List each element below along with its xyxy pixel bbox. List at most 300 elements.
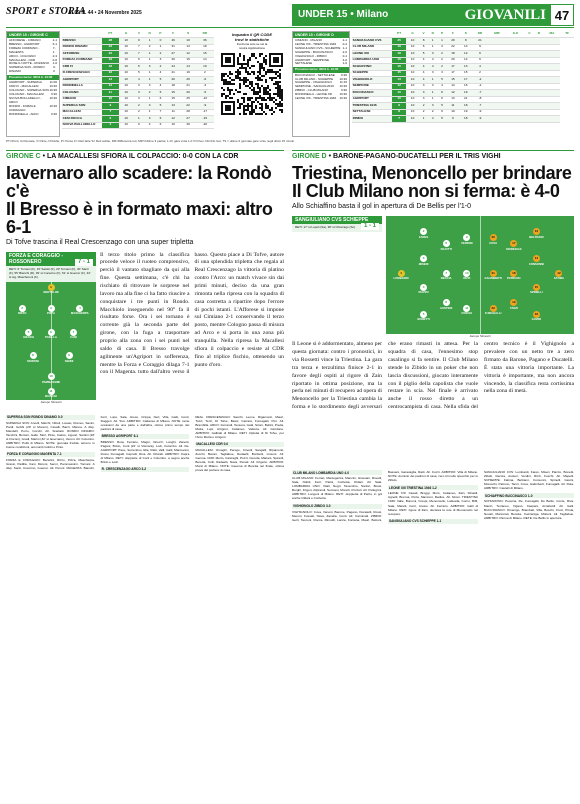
- standings-cell: 15: [392, 70, 406, 77]
- standings-cell: 17: [459, 77, 472, 84]
- left-article-body: Il terzo titolo primo la classifica procede veloce il ruoteo comprensivo, perciò il vantato sbagliare da qui alla fine. Questa settimana, c'è chi ha rischiato di ritrovare le sorprese nel lavoro ma alla fine ci ha fatto riuscire a conquistare i tre punti in Rondo. Macchiolo inseguendo nel 90° fa il risultato forse. Ora i sei tornano è corrente già la seconda parte del girone, con la fuga a trasportare proprio alla zona con i sei punti nel saldo di casa. Il Bresso travolge agilmente un'Agriport in sofferenza, mentre la Forza e Coraggio dilaga 7-1 con il Magenta. tutto dall'altro verso il basso. Questo piace a Di Tofve, autore di una splendida tripletta che regala al Real Crescenzago la vittoria di platino contro l'Arco: un match vivace sin dai primi minuti, deciso da una gran rimonta nella ripresa con la squadra di casa costretta a ripartire dopo l'errore di pochi istanti. L'Afforese si impone sul Cimiano 2-1 conservando il terzo posto, mentre Cologno passa di misura ad Arco e si porta in una zona più tranquilla. Nella ripresa la Macallesi sfiora il colpaccio e resiste al CDR fino al triplice fischio, ottenendo un punto d'oro.: [100, 251, 284, 376]
- standings-header-cell: G: [119, 31, 134, 38]
- standings-cell: 16: [392, 64, 406, 71]
- player-marker: [474, 234, 512, 245]
- standings-cell: 19: [459, 90, 472, 97]
- fixture-row-teams: COLOGNO - SUPERGA SON: [9, 88, 49, 93]
- standings-cell: 10: [119, 51, 134, 58]
- standings-cell: 2: [134, 109, 145, 116]
- standings-cell: 6: [438, 109, 447, 116]
- standings-cell: 5: [419, 51, 428, 58]
- standings-cell: 18: [392, 51, 406, 58]
- standings-cell: 2: [144, 44, 155, 51]
- standings-cell: 9: [472, 44, 488, 51]
- standings-team: AGRIPORT: [352, 96, 392, 103]
- fixture-row-score: 10:30: [49, 88, 57, 93]
- right-results-title: UNDER 15 • GIRONE D: [293, 32, 349, 38]
- standings-cell: 15: [166, 96, 181, 103]
- left-results-list: [7, 38, 59, 75]
- fixture-row-teams: RONDO - FORZA E CORAGGIO: [9, 103, 36, 112]
- match-report-text: SANGIULIANO CVS: Lombardi, Fares, Miseri, Piazzo, Bonetti, Ziliotti, Reccia, Austeri, Verdini, Rizzi, Foschi. All. Mapelli. SCHIEPPE: Fatima, Beltrami, Consonni, Spinelli, Gavini, Moreschi, Patruno, Tanzi, Cova, Galimberti, Fumagalli. All. Rota. ARBITRO: Castelli di Milano.: [484, 470, 574, 491]
- standings-team: SANGIULIANO CVS: [352, 38, 392, 45]
- right-next-list: [293, 73, 349, 102]
- standings-cell: 3: [419, 83, 428, 90]
- standings-cell: 11: [447, 103, 460, 110]
- result-row: [9, 66, 57, 74]
- fixture-row-score: 10:30: [49, 103, 57, 108]
- fixture-row-score: 10:30: [339, 76, 347, 81]
- standings-cell: 3: [438, 70, 447, 77]
- standings-cell: 20: [181, 90, 196, 97]
- standings-header-cell: P: [438, 31, 447, 38]
- fixture-row-score: 10:30: [49, 96, 57, 100]
- standings-team: ZIBIDO: [352, 116, 392, 123]
- player-marker: [55, 329, 93, 340]
- player-shirt-icon: 22: [491, 305, 495, 310]
- standings-team: SEMPIONE: [352, 83, 392, 90]
- standings-cell: -7: [472, 90, 488, 97]
- standings-cell: 15: [459, 70, 472, 77]
- player-shirt-icon: 10: [49, 374, 53, 379]
- fixture-row-teams: COLOGNO - MACALLESI: [9, 92, 44, 97]
- match-report-title: SUPERGA SON RONDO DINAMO 0-0: [6, 415, 95, 420]
- player-name: CANI: [70, 335, 77, 340]
- player-name: LOMBARDI: [393, 276, 409, 280]
- right-match-info: RETI: 17' st Lupoli (Sa), 38' st Chiorrago (Sc).: [292, 224, 382, 232]
- standings-cell: 10: [119, 109, 134, 116]
- standings-cell: 10: [119, 38, 134, 45]
- standings-cell: 1: [144, 77, 155, 84]
- standings-cell: -5: [196, 90, 214, 97]
- standings-cell: 16: [102, 70, 119, 77]
- standings-team: FOREZA CORMANO: [62, 57, 102, 64]
- player-name: MASCHERPA: [70, 311, 89, 316]
- standings-cell: 1: [134, 116, 145, 123]
- standings-cell: -2: [472, 83, 488, 90]
- standings-team: BRESSO: [62, 38, 102, 45]
- standings-cell: 6: [155, 96, 166, 103]
- standings-cell: 4: [102, 122, 119, 129]
- fixture-row-teams: SCHIEPPE - VIGHIGNOLO: [295, 80, 332, 85]
- result-row-teams: SANGIULIANO CVS - SCHIEPPE: [295, 45, 341, 50]
- right-article-body: Il Leone si è addormentato, almeno per questa giornata: contro i pronostici, in via Rossetti vince la Triestina. La gara tra terza e terzultima finisce 2-1 in favore degli ospiti al rigore di Zain riportato in ottima posizione, ma la perla nei minuti di recupero ad opera di Menoncello per la Triestina cambia la forma e lo stordimento degli avversari che erano rimasti in attesa. Per la squadra di casa, l'ennesimo stop casalingo si fa sentire. Il Club Milano stende lo Zibido in un poker che non lascia discussioni, giocato interamente con il piglio della capolista che vuole restare in scia. Nel finale è arrivato anche il rosso diretto a un centrocampista di casa. Nella sfida del centro tecnico è il Vighignolo a prevalere con un netto tre a zero firmato da Barone, Pagano e Ducatelli. È stata una vittoria importante. La vittoria è importante, ma non ancora vincendo, la classifica resta cortissima nella zona di metà.: [292, 341, 574, 411]
- standings-cell: -2: [472, 77, 488, 84]
- standings-cell: 1: [144, 109, 155, 116]
- standings-cell: 10: [119, 96, 134, 103]
- standings-cell: 6: [438, 96, 447, 103]
- standings-cell: 10: [119, 103, 134, 110]
- standings-cell: 29: [166, 57, 181, 64]
- result-row-teams: SUPERGA SON - RONDO DINAMO: [9, 65, 45, 74]
- player-name: PIZZA: [46, 311, 56, 316]
- right-headline-1: Triestina, Menoncello per brindare: [292, 162, 572, 183]
- right-next-title: Prossimo turno: 30/11 h. 10:00: [293, 67, 349, 72]
- result-row-score: 0-6: [52, 57, 57, 62]
- standings-cell: 10: [406, 90, 419, 97]
- standings-cell: 10: [181, 38, 196, 45]
- standings-cell: 10: [119, 44, 134, 51]
- player-shirt-icon: 6: [443, 240, 450, 247]
- standings-cell: 17: [447, 70, 460, 77]
- result-row-score: 0-2: [342, 41, 347, 46]
- standings-cell: 10: [406, 83, 419, 90]
- player-name: TANZI: [509, 305, 518, 310]
- match-report-title: R. CRESCENZAGO ARCO 3-2: [101, 467, 190, 472]
- standings-team: RONDO DINAMO: [62, 44, 102, 51]
- standings-cell: 13: [459, 64, 472, 71]
- masthead-divider: [6, 27, 574, 28]
- player-marker: [405, 284, 443, 295]
- standings-cell: 1: [438, 38, 447, 45]
- standings-cell: 12: [447, 90, 460, 97]
- standings-cell: 2: [419, 109, 428, 116]
- standings-cell: 22: [102, 51, 119, 58]
- qr-title: Inquadra il QR CODE: [231, 32, 272, 37]
- standings-cell: 10: [119, 90, 134, 97]
- left-article: [6, 150, 284, 800]
- fixture-row-teams: CLUB MILANO - SCHIEPPE: [295, 76, 334, 81]
- standings-cell: 6: [438, 90, 447, 97]
- right-match-card: [292, 216, 382, 334]
- standings-cell: 15: [166, 90, 181, 97]
- standings-header-cell: N: [428, 31, 437, 38]
- dateline: A. 69 N. 44 • 24 Novembre 2025: [68, 10, 142, 16]
- standings-cell: 4: [428, 57, 437, 64]
- player-name: GAVINI: [531, 317, 542, 322]
- player-name: PAMMASSIMI: [42, 379, 60, 384]
- standings-team: R.CRESCENZAGO: [62, 70, 102, 77]
- left-match-card: [6, 252, 96, 410]
- left-next-title: Prossimo turno: 30/11 h. 10:00: [7, 75, 59, 80]
- standings-cell: 2: [438, 57, 447, 64]
- standings-cell: 6: [472, 57, 488, 64]
- player-name: PIAZZO: [418, 290, 429, 295]
- standings-cell: 19: [181, 70, 196, 77]
- player-shirt-icon: 2: [19, 305, 26, 312]
- left-headline-1: Iavernaro allo scadere: la Rondò c'è: [6, 162, 272, 201]
- standings-cell: 18: [447, 51, 460, 58]
- standings-header-cell: MA: [544, 31, 561, 38]
- standings-cell: 12: [181, 51, 196, 58]
- standings-cell: 5: [438, 103, 447, 110]
- player-marker: [517, 284, 555, 295]
- standings-cell: 10: [392, 90, 406, 97]
- left-next-list: [7, 80, 59, 117]
- standings-cell: 1: [428, 44, 437, 51]
- player-shirt-icon: 20: [491, 235, 495, 240]
- standings-cell: 1: [144, 38, 155, 45]
- right-results-list: [293, 38, 349, 67]
- standings-header-cell: PT: [102, 31, 119, 38]
- section-title: GIOVANILI: [464, 7, 546, 23]
- standings-cell: 12: [392, 83, 406, 90]
- right-headline-2: Il Club Milano non si ferma: è 4-0: [292, 180, 560, 201]
- standings-cell: 3: [144, 64, 155, 71]
- result-row-teams: ROSE IL NOTTE - ROZZANO: [9, 61, 50, 66]
- standings-header-cell: MIP: [488, 31, 507, 38]
- player-shirt-icon: 3: [420, 255, 427, 262]
- right-standings: [352, 31, 574, 123]
- result-row-teams: CIMIANO - MILANO: [295, 38, 323, 43]
- standings-header-cell: F: [166, 31, 181, 38]
- standings-cell: 10: [119, 122, 134, 129]
- match-report-text: MACALLESI: Ornaghi, Perego, Crivelli, Sangalli, Ripamonti, Zucchi, Baroni, Tagliabue, Redaelli, Bonfanti, Lissoni. All. Gerosa. CDR: Merlo, Casiraghi, Pozzi, Cereda, Mariani, Spinelli, Beretta, Colli, Radaelli, Nava, Penati. All. Frigerio. ARBITRO: Monti di Milano. NOTE: traversa di Beretta nel finale, ottima prova del portiere di casa.: [195, 447, 284, 472]
- player-marker: [32, 373, 70, 384]
- standings-cell: 19: [459, 109, 472, 116]
- player-shirt-icon: 3: [48, 305, 55, 312]
- player-marker: [405, 311, 443, 322]
- standings-cell: 2: [155, 64, 166, 71]
- fixture-row: [295, 97, 347, 101]
- standings-cell: 10: [406, 44, 419, 51]
- player-shirt-icon: 4: [420, 284, 427, 291]
- standings-cell: 13: [459, 44, 472, 51]
- match-report-text: BRESSO: Rota, Ferrario, Magni, Ghezzi, Longhi, Zanetti, Pagani, Brivio, Corti (22' st Vismara), Lodi, Colombo. All. Re. AGRIPORT: Pace, Sorrentino, Elia, Ratti, Valli, Galli, Mantovani, Dossi, Fumagalli, Caprotti, Riva. All. Orlandi. ARBITRO: Capra di Milano. RETI: doppiette di Corti e Colombo, a segno anche Brivio e Lodi.: [100, 439, 190, 464]
- right-results-box: [292, 31, 350, 137]
- standings-cell: 3: [134, 90, 145, 97]
- standings-header-cell: F: [447, 31, 460, 38]
- player-shirt-icon: 1: [48, 284, 55, 291]
- match-report-title: SCHIAFFINO BUCCINASCO 1-0: [484, 493, 574, 498]
- player-name: SENNI: [64, 358, 74, 363]
- player-shirt-icon: 9: [66, 352, 73, 359]
- standings-cell: 13: [392, 77, 406, 84]
- player-marker: [474, 305, 512, 316]
- fixture-row-teams: AGRIPORT - SUPERGA: [9, 80, 42, 85]
- left-standings-table: [62, 31, 214, 129]
- standings-cell: 10: [447, 109, 460, 116]
- standings-cell: -8: [472, 96, 488, 103]
- standings-cell: 10: [406, 116, 419, 123]
- masthead: [6, 4, 574, 26]
- standings-cell: 10: [119, 116, 134, 123]
- table-row: [352, 116, 574, 123]
- standings-cell: 4: [155, 70, 166, 77]
- match-report-text: REAL CRESCENZAGO: Sacchi, Leone, Rigamonti, Mauri, Tozzi, Terzi, Di Tofve, Bassi, Carrara, Fumagalli, Pini. All. Brambilla. ARCO: Ferrandi, Tessera, Gatti, Sironi, Bellini, Preda, Motta, Lupi, Arrigoni, Cattaneo, Valtorta. All. Giordano. ARBITRO: Galbiati di Milano. RETI: tripletta di Di Tofve, per l'Arco Motta e Arrigoni.: [195, 414, 284, 439]
- standings-cell: 10: [406, 96, 419, 103]
- standings-cell: 18: [459, 116, 472, 123]
- standings-cell: -20: [196, 122, 214, 129]
- player-shirt-icon: 16: [534, 311, 539, 316]
- player-marker: [61, 305, 96, 316]
- player-marker: [405, 255, 443, 266]
- standings-cell: 0: [155, 38, 166, 45]
- standings-cell: 27: [166, 51, 181, 58]
- standings-cell: 14: [459, 57, 472, 64]
- player-shirt-icon: 8: [30, 352, 37, 359]
- fixture-row-teams: ZIBIDO - CLUB MILANO: [295, 88, 329, 93]
- standings-team: SCHIAFFINO: [352, 64, 392, 71]
- standings-cell: 10: [119, 83, 134, 90]
- player-shirt-icon: 4: [76, 305, 83, 312]
- left-subhead: Di Tofve trascina il Real Crescenzago con una super tripletta: [6, 238, 194, 246]
- match-report-title: MACALLESI CDR 0-0: [195, 442, 284, 447]
- standings-cell: -6: [196, 77, 214, 84]
- left-match-info: RETI: 6' Tornani (F), 15' Salotti (F), 20' Tornani (F), 30' Santi (F), 55' Bianchi (R), 39' st Cucerino (F), 51' st Guerrer (F), 34' st sig. Mascheroni (F).: [6, 266, 96, 282]
- standings-cell: 30: [181, 122, 196, 129]
- standings-cell: 1: [144, 96, 155, 103]
- standings-team: SETTALESE: [352, 109, 392, 116]
- match-report-title: CLUB MILANO LOMBARDIA UNO 4-0: [292, 470, 382, 475]
- standings-team: BUCCINASCO: [352, 90, 392, 97]
- right-standings-table: [352, 31, 574, 123]
- player-name: FATIMA: [553, 276, 565, 280]
- standings-cell: 2: [428, 109, 437, 116]
- standings-cell: 3: [134, 83, 145, 90]
- standings-cell: 4: [438, 83, 447, 90]
- standings-cell: 1: [419, 116, 428, 123]
- match-report-text: CLUB MILANO: Ferrari, Mantegazza, Mancini, Giussani, Rovelli, Sala, Nobili, Ferri, Parisi, Corbetta, Oldani. All. Sala. LOMBARDIA UNO: Vitali, Negri, Tavecchio, Sartori, Bossi, Borghi, Frigeri, Aliprandi, Sormani, Moretti, Pozzoli. All. Pellegrini. ARBITRO: Longoni di Milano. RETI: doppietta di Parisi, in gol anche Oldani e Corbetta.: [292, 476, 382, 501]
- right-photo-credit: Jacopo Silvestri: [469, 333, 491, 338]
- player-name: MISERI: [418, 261, 429, 266]
- player-shirt-icon: 2: [420, 228, 427, 235]
- standings-cell: 7: [392, 116, 406, 123]
- standings-header-cell: G: [406, 31, 419, 38]
- standings-cell: 5: [438, 77, 447, 84]
- standings-header-cell: TF: [560, 31, 574, 38]
- qr-promo[interactable]: [216, 32, 288, 134]
- right-match-title: SANGIULIANO CVS SCHIEPPE 1 - 1: [292, 216, 382, 224]
- standings-cell: 10: [102, 96, 119, 103]
- player-shirt-icon: 10: [465, 270, 469, 275]
- result-row-score: 7-1: [52, 45, 56, 54]
- standings-cell: 8: [392, 109, 406, 116]
- standings-cell: 3: [428, 51, 437, 58]
- fixture-row-score: 10:30: [339, 96, 347, 100]
- match-report: [101, 434, 190, 464]
- player-shirt-icon: 11: [49, 388, 53, 393]
- standings-cell: 1: [155, 44, 166, 51]
- standings-cell: 1: [144, 70, 155, 77]
- result-row-score: 2-1: [342, 38, 347, 43]
- fixture-row-teams: LEONE XIII - TRIESTINA 1946: [295, 96, 337, 100]
- standings-cell: 27: [181, 116, 196, 123]
- fixture-row: [9, 113, 57, 117]
- left-headline-2: Il Bresso è in formato maxi: altro 6-1: [6, 198, 273, 237]
- standings-cell: 3: [428, 103, 437, 110]
- standings-header-cell: R: [534, 31, 543, 38]
- fixture-row-score: 9:30: [51, 111, 57, 116]
- left-standings: [62, 31, 214, 129]
- match-report: [195, 442, 284, 472]
- player-name: GALIMBERTI: [484, 276, 502, 280]
- standings-cell: 10: [406, 64, 419, 71]
- player-name: MORESCHI: [506, 246, 522, 251]
- left-match-title: FORZA E CORAGGIO - ROSSONERO 7 - 1: [6, 252, 96, 267]
- standings-cell: 2: [438, 51, 447, 58]
- result-row-teams: AGRIPORT - SEMPIONE: [295, 57, 330, 62]
- right-subhead: Allo Schiaffino basta il gol in apertura di De Bellis per l'1-0: [292, 202, 472, 210]
- player-name: BERTOLINI: [43, 290, 59, 295]
- result-row-score: 2-1: [52, 38, 57, 43]
- result-row-teams: BRESSO - AGRIPORT: [9, 41, 40, 46]
- standings-cell: 9: [102, 103, 119, 110]
- standings-cell: 18: [102, 64, 119, 71]
- player-name: FOSCHI: [461, 311, 473, 316]
- standings-cell: 10: [166, 122, 181, 129]
- standings-team: CDR FI: [62, 64, 102, 71]
- standings-header-cell: V: [419, 31, 428, 38]
- standings-cell: 28: [102, 38, 119, 45]
- standings-cell: 4: [155, 83, 166, 90]
- player-name: COVA: [489, 240, 498, 245]
- left-photo-credit: Jacopo Silvestri: [40, 399, 62, 404]
- result-row-score: 4-0: [342, 57, 347, 62]
- standings-legend: PT=Punti, G=Giocate, V=Vinte, N=Nulle, P= Perse F= Reti fatte S= Reti subite, DR=Differenza reti, MIP=Ultime 3 partite; 1-0= gara vinta 1-0 O=Over, NG=No Gol, TS = ultime 6 giornate gare vinte negli ultimi 15 minuti: [6, 139, 294, 143]
- standings-cell: 19: [392, 44, 406, 51]
- standings-cell: 2: [419, 103, 428, 110]
- standings-cell: 5: [438, 116, 447, 123]
- section-bar: [292, 4, 574, 26]
- fixture-row-score: 10:30: [49, 84, 57, 89]
- standings-cell: 36: [196, 38, 214, 45]
- standings-cell: -15: [196, 116, 214, 123]
- fixture-row-score: 10:30: [339, 84, 347, 89]
- standings-cell: 1: [144, 51, 155, 58]
- standings-header-cell: DR: [196, 31, 214, 38]
- standings-cell: -9: [196, 103, 214, 110]
- result-row-score: 1-0: [342, 61, 347, 66]
- standings-cell: 7: [102, 109, 119, 116]
- standings-cell: 4: [134, 77, 145, 84]
- result-row-teams: SCHIEPPE - BUCCINASCO: [295, 49, 333, 54]
- standings-cell: 10: [406, 70, 419, 77]
- standings-cell: 17: [447, 64, 460, 71]
- result-row-score: 2-3: [52, 53, 57, 58]
- right-match-reports: [292, 470, 574, 720]
- standings-header-cell: N: [144, 31, 155, 38]
- standings-cell: 5: [134, 70, 145, 77]
- standings-cell: 4: [419, 57, 428, 64]
- player-name: ZILIOTTI: [440, 246, 452, 251]
- standings-cell: 4: [419, 70, 428, 77]
- result-row-teams: MACALLESI - CDR: [9, 57, 36, 62]
- standings-cell: 46: [166, 38, 181, 45]
- result-row-score: 1-1: [342, 45, 347, 50]
- standings-cell: 0: [134, 122, 145, 129]
- qr-code-icon[interactable]: [221, 53, 283, 115]
- standings-cell: 22: [181, 103, 196, 110]
- standings-cell: -10: [196, 96, 214, 103]
- standings-cell: -17: [196, 109, 214, 116]
- standings-cell: [525, 116, 534, 123]
- standings-cell: 10: [196, 64, 214, 71]
- standings-team: SCHIEPPE: [352, 70, 392, 77]
- player-name: RECCIA: [440, 276, 452, 280]
- standings-cell: 2: [134, 103, 145, 110]
- standings-cell: 12: [166, 116, 181, 123]
- standings-cell: 5: [134, 64, 145, 71]
- standings-cell: 12: [459, 51, 472, 58]
- match-report-text: SUPERGA SON: Arvelli, Marchi, Nittoli, Lovato, Romeo, Savini, Pardi, Gobbi (29' st Moreni), Cavalli, Barzi, Manna. A disp. Mandelli, Porro, Cocchi. All. Scarlatti. RONDO DINAMO: Tacchini, Bertoni, Gallo, Mori, Pinto, Calore, Liguori, Santini (18' st Fioroni), Gradi, Marini (32' st Iavernaro), Veroni. All. Colombo. ARBITRO: Puliti di Milano. NOTE: giornata fredda, terreno in buone condizioni, ammoniti Gobbi e Pinto.: [6, 420, 95, 449]
- standings-cell: 3: [419, 96, 428, 103]
- standings-cell: 22: [447, 44, 460, 51]
- player-shirt-icon: 7: [70, 329, 77, 336]
- standings-cell: 10: [119, 64, 134, 71]
- result-row: [295, 62, 347, 66]
- fixture-row-score: 9:30: [341, 88, 347, 93]
- player-name: FUMAGALLI: [484, 311, 502, 316]
- player-shirt-icon: 12: [557, 270, 561, 275]
- player-shirt-icon: 18: [512, 270, 516, 275]
- standings-cell: 10: [119, 70, 134, 77]
- standings-cell: 10: [406, 57, 419, 64]
- standings-header-cell: S: [181, 31, 196, 38]
- standings-cell: 10: [392, 96, 406, 103]
- match-report-text: LEONE XIII: Casati, Broggi, Moro, Cattaneo, Zain, Rinaldi, Agnelli, Brenna, Porta, Manzoni, Radice. All. Sironi. TRIESTINA 1946: Valle, Bonomi, Crespi, Menoncello, Lattuada, Corno, Biffi, Sala, Marelli, Cerri, Arosio. All. Ferrario. ARBITRO: Galli di Milano. RETI: rigore di Zain, decisiva la rete di Menoncello nel recupero.: [388, 491, 478, 516]
- player-marker: [517, 255, 555, 266]
- standings-cell: 10: [406, 38, 419, 45]
